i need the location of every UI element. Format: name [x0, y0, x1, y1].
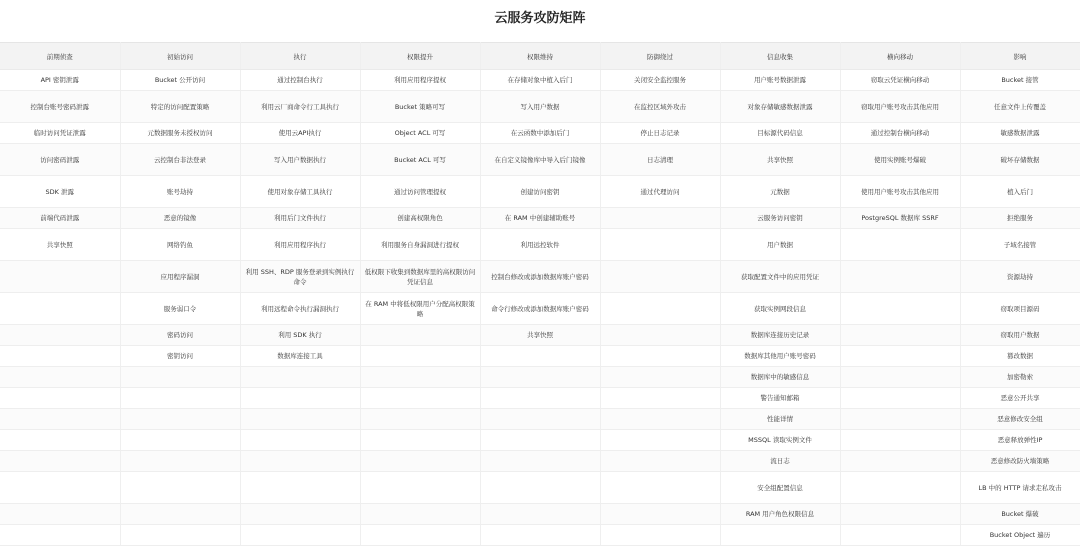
matrix-cell: 破坏存储数据 — [960, 144, 1080, 176]
column-header: 横向移动 — [840, 43, 960, 70]
matrix-cell: 敏感数据泄露 — [960, 123, 1080, 144]
matrix-cell — [0, 261, 120, 293]
matrix-cell: 元数据 — [720, 176, 840, 208]
matrix-cell: 通过访问管理提权 — [360, 176, 480, 208]
matrix-cell: 窃取用户数据 — [960, 325, 1080, 346]
matrix-cell: 停止日志记录 — [600, 123, 720, 144]
table-row — [0, 409, 1080, 430]
matrix-cell: 目标源代码信息 — [720, 123, 840, 144]
table-row — [0, 176, 1080, 208]
matrix-cell: 植入后门 — [960, 176, 1080, 208]
matrix-cell — [120, 388, 240, 409]
matrix-cell: 在云函数中添加后门 — [480, 123, 600, 144]
matrix-cell — [0, 367, 120, 388]
matrix-cell — [120, 504, 240, 525]
matrix-cell: 使用对象存储工具执行 — [240, 176, 360, 208]
matrix-cell — [0, 409, 120, 430]
matrix-cell — [0, 430, 120, 451]
matrix-cell: 创建访问密钥 — [480, 176, 600, 208]
matrix-cell — [120, 430, 240, 451]
matrix-cell: 性能详情 — [720, 409, 840, 430]
matrix-cell — [480, 504, 600, 525]
table-row — [0, 504, 1080, 525]
matrix-cell: 获取实例网段信息 — [720, 293, 840, 325]
matrix-cell — [600, 388, 720, 409]
matrix-cell — [0, 325, 120, 346]
table-row — [0, 70, 1080, 91]
matrix-cell — [0, 504, 120, 525]
matrix-cell: 写入用户数据 — [480, 91, 600, 123]
matrix-cell — [360, 525, 480, 546]
matrix-cell: 恶意修改防火墙策略 — [960, 451, 1080, 472]
matrix-cell — [840, 325, 960, 346]
column-header: 执行 — [240, 43, 360, 70]
table-row — [0, 472, 1080, 504]
table-row — [0, 388, 1080, 409]
matrix-cell: 安全组配置信息 — [720, 472, 840, 504]
table-row — [0, 208, 1080, 229]
table-row — [0, 346, 1080, 367]
matrix-cell — [360, 472, 480, 504]
matrix-cell: 恶意的镜像 — [120, 208, 240, 229]
matrix-cell — [0, 388, 120, 409]
matrix-cell: Object ACL 可写 — [360, 123, 480, 144]
matrix-cell — [600, 504, 720, 525]
matrix-cell: 控制台修改或添加数据库账户密码 — [480, 261, 600, 293]
table-row — [0, 144, 1080, 176]
table-row — [0, 451, 1080, 472]
column-header: 权限维持 — [480, 43, 600, 70]
matrix-cell — [840, 346, 960, 367]
attack-matrix-table — [0, 42, 1080, 546]
matrix-cell — [120, 451, 240, 472]
matrix-cell: 恶意公开共享 — [960, 388, 1080, 409]
matrix-cell: 日志清理 — [600, 144, 720, 176]
matrix-cell: 前端代码泄露 — [0, 208, 120, 229]
matrix-cell: 创建高权限角色 — [360, 208, 480, 229]
matrix-cell: 警告通知邮箱 — [720, 388, 840, 409]
table-row — [0, 123, 1080, 144]
matrix-cell — [840, 472, 960, 504]
matrix-cell — [840, 388, 960, 409]
table-row — [0, 367, 1080, 388]
column-header: 信息收集 — [720, 43, 840, 70]
matrix-cell — [840, 367, 960, 388]
matrix-cell — [840, 525, 960, 546]
table-row — [0, 91, 1080, 123]
matrix-cell: 特定的访问配置策略 — [120, 91, 240, 123]
matrix-cell: 流日志 — [720, 451, 840, 472]
matrix-cell: 窃取云凭证横向移动 — [840, 70, 960, 91]
matrix-cell — [240, 409, 360, 430]
column-header: 前期侦查 — [0, 43, 120, 70]
matrix-cell — [600, 261, 720, 293]
matrix-cell — [360, 346, 480, 367]
matrix-cell — [0, 525, 120, 546]
matrix-cell: 数据库连接历史记录 — [720, 325, 840, 346]
matrix-cell — [600, 451, 720, 472]
matrix-cell: 共享快照 — [720, 144, 840, 176]
matrix-cell: 共享快照 — [480, 325, 600, 346]
matrix-cell: Bucket 公开访问 — [120, 70, 240, 91]
matrix-cell: 云服务访问密钥 — [720, 208, 840, 229]
page-title: 云服务攻防矩阵 — [494, 11, 586, 26]
matrix-cell: 共享快照 — [0, 229, 120, 261]
matrix-cell: 关闭安全监控服务 — [600, 70, 720, 91]
matrix-cell — [0, 293, 120, 325]
matrix-cell — [840, 229, 960, 261]
matrix-cell: Bucket ACL 可写 — [360, 144, 480, 176]
matrix-cell: 窃取项目源码 — [960, 293, 1080, 325]
matrix-cell: Bucket 接管 — [960, 70, 1080, 91]
matrix-cell — [0, 346, 120, 367]
matrix-cell: 对象存储敏感数据泄露 — [720, 91, 840, 123]
matrix-cell: 通过控制台执行 — [240, 70, 360, 91]
matrix-cell: RAM 用户角色权限信息 — [720, 504, 840, 525]
matrix-cell — [600, 525, 720, 546]
matrix-cell — [840, 261, 960, 293]
matrix-cell: 任意文件上传覆盖 — [960, 91, 1080, 123]
matrix-cell — [480, 430, 600, 451]
matrix-cell: 通过控制台横向移动 — [840, 123, 960, 144]
matrix-cell: 密钥访问 — [120, 346, 240, 367]
matrix-cell: 利用远控软件 — [480, 229, 600, 261]
matrix-cell: 服务弱口令 — [120, 293, 240, 325]
matrix-cell: 访问密码泄露 — [0, 144, 120, 176]
matrix-cell: 利用应用程序执行 — [240, 229, 360, 261]
matrix-cell: 加密勒索 — [960, 367, 1080, 388]
matrix-cell: API 密钥泄露 — [0, 70, 120, 91]
matrix-cell: 利用后门文件执行 — [240, 208, 360, 229]
matrix-cell — [480, 409, 600, 430]
matrix-cell: Bucket Object 遍历 — [960, 525, 1080, 546]
matrix-cell — [600, 409, 720, 430]
matrix-cell: 在自定义镜像库中导入后门镜像 — [480, 144, 600, 176]
matrix-cell: 获取配置文件中的应用凭证 — [720, 261, 840, 293]
table-row — [0, 430, 1080, 451]
column-header: 防御绕过 — [600, 43, 720, 70]
table-row — [0, 525, 1080, 546]
matrix-cell: 通过代理访问 — [600, 176, 720, 208]
matrix-cell: 恶意释放弹性IP — [960, 430, 1080, 451]
matrix-cell — [360, 388, 480, 409]
matrix-cell — [240, 367, 360, 388]
matrix-cell: 在 RAM 中将低权限用户分配高权限策略 — [360, 293, 480, 325]
matrix-cell: 账号劫持 — [120, 176, 240, 208]
matrix-cell — [840, 293, 960, 325]
matrix-cell: 控制台账号密码泄露 — [0, 91, 120, 123]
matrix-cell: 利用远程命令执行漏洞执行 — [240, 293, 360, 325]
matrix-cell — [480, 388, 600, 409]
matrix-cell — [480, 472, 600, 504]
matrix-cell — [840, 451, 960, 472]
matrix-cell: 临时访问凭证泄露 — [0, 123, 120, 144]
matrix-cell — [480, 525, 600, 546]
matrix-cell — [120, 472, 240, 504]
matrix-cell — [720, 525, 840, 546]
matrix-cell: 资源劫持 — [960, 261, 1080, 293]
matrix-cell: 使用实例账号爆破 — [840, 144, 960, 176]
column-header: 影响 — [960, 43, 1080, 70]
matrix-cell: MSSQL 读取实例文件 — [720, 430, 840, 451]
matrix-cell — [240, 430, 360, 451]
matrix-cell — [480, 367, 600, 388]
table-body — [0, 70, 1080, 546]
matrix-cell: 低权限下收集到数据库里的高权限访问凭证信息 — [360, 261, 480, 293]
matrix-cell — [600, 293, 720, 325]
matrix-cell: 元数据服务未授权访问 — [120, 123, 240, 144]
column-header: 初始访问 — [120, 43, 240, 70]
matrix-cell: 利用云厂商命令行工具执行 — [240, 91, 360, 123]
matrix-cell: 利用 SDK 执行 — [240, 325, 360, 346]
matrix-cell: Bucket 爆破 — [960, 504, 1080, 525]
matrix-cell: 命令行修改或添加数据库账户密码 — [480, 293, 600, 325]
matrix-cell — [600, 346, 720, 367]
matrix-cell — [360, 409, 480, 430]
matrix-cell: 密码访问 — [120, 325, 240, 346]
matrix-cell — [360, 451, 480, 472]
matrix-cell — [240, 388, 360, 409]
matrix-cell: 云控制台非法登录 — [120, 144, 240, 176]
table-header-row — [0, 43, 1080, 70]
matrix-cell: 拒绝服务 — [960, 208, 1080, 229]
matrix-cell — [360, 367, 480, 388]
matrix-cell — [600, 229, 720, 261]
matrix-cell — [240, 525, 360, 546]
matrix-cell — [120, 409, 240, 430]
matrix-cell — [240, 504, 360, 525]
matrix-cell — [360, 430, 480, 451]
matrix-cell — [480, 451, 600, 472]
matrix-cell — [600, 367, 720, 388]
matrix-cell — [840, 409, 960, 430]
matrix-cell: 用户账号数据泄露 — [720, 70, 840, 91]
matrix-cell: 在存储对象中植入后门 — [480, 70, 600, 91]
matrix-cell: 恶意修改安全组 — [960, 409, 1080, 430]
matrix-cell — [240, 451, 360, 472]
matrix-cell — [0, 472, 120, 504]
matrix-cell — [840, 504, 960, 525]
matrix-cell: 窃取用户账号攻击其他应用 — [840, 91, 960, 123]
column-header: 权限提升 — [360, 43, 480, 70]
matrix-cell: 数据库其他用户账号密码 — [720, 346, 840, 367]
table-row — [0, 261, 1080, 293]
table-row — [0, 293, 1080, 325]
matrix-cell: 应用程序漏洞 — [120, 261, 240, 293]
matrix-cell: Bucket 策略可写 — [360, 91, 480, 123]
matrix-cell — [600, 325, 720, 346]
matrix-cell: 写入用户数据执行 — [240, 144, 360, 176]
matrix-cell: 数据库中的敏感信息 — [720, 367, 840, 388]
table-row — [0, 229, 1080, 261]
matrix-cell: LB 中的 HTTP 请求走私攻击 — [960, 472, 1080, 504]
matrix-cell — [480, 346, 600, 367]
matrix-cell: PostgreSQL 数据库 SSRF — [840, 208, 960, 229]
matrix-cell: 在 RAM 中创建辅助账号 — [480, 208, 600, 229]
matrix-cell — [0, 451, 120, 472]
matrix-cell: 使用用户账号攻击其他应用 — [840, 176, 960, 208]
matrix-cell: 在监控区域外攻击 — [600, 91, 720, 123]
matrix-cell: 用户数据 — [720, 229, 840, 261]
matrix-cell — [360, 504, 480, 525]
matrix-cell — [600, 208, 720, 229]
matrix-cell: SDK 泄露 — [0, 176, 120, 208]
matrix-cell — [600, 430, 720, 451]
matrix-cell: 篡改数据 — [960, 346, 1080, 367]
matrix-cell — [120, 525, 240, 546]
table-row — [0, 325, 1080, 346]
matrix-cell — [240, 472, 360, 504]
matrix-cell — [600, 472, 720, 504]
matrix-cell: 子域名接管 — [960, 229, 1080, 261]
matrix-cell: 利用服务自身漏洞进行提权 — [360, 229, 480, 261]
matrix-cell: 数据库连接工具 — [240, 346, 360, 367]
matrix-cell: 使用云API执行 — [240, 123, 360, 144]
matrix-cell: 利用 SSH、RDP 服务登录到实例执行命令 — [240, 261, 360, 293]
matrix-cell — [840, 430, 960, 451]
matrix-cell — [360, 325, 480, 346]
matrix-cell — [120, 367, 240, 388]
matrix-cell: 网络钓鱼 — [120, 229, 240, 261]
matrix-cell: 利用应用程序提权 — [360, 70, 480, 91]
